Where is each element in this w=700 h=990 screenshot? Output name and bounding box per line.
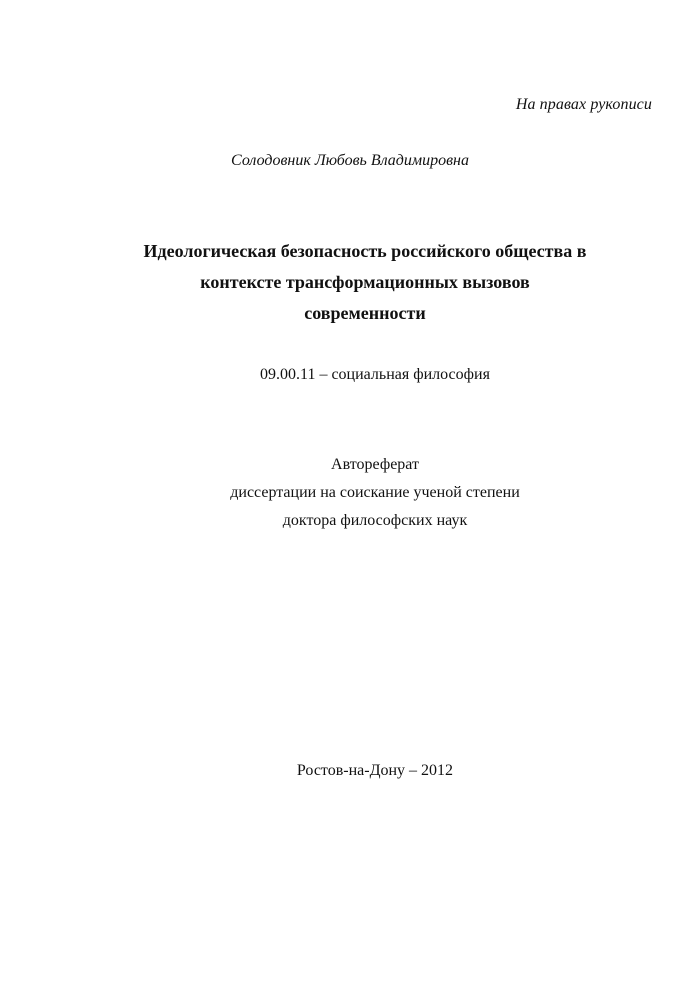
title-line: Идеологическая безопасность российского общества в — [143, 241, 587, 261]
dissertation-title — [100, 236, 630, 329]
abstract-description — [0, 451, 700, 535]
abstract-line: доктора философских наук — [282, 512, 468, 529]
specialty-code: 09.00.11 – социальная философия — [260, 366, 490, 383]
abstract-line: диссертации на соискание ученой степени — [230, 484, 520, 501]
place-and-year: Ростов-на-Дону – 2012 — [296, 762, 454, 779]
title-line: современности — [304, 303, 426, 323]
author-name: Солодовник Любовь Владимировна — [231, 152, 469, 169]
abstract-line: Автореферат — [331, 456, 419, 473]
title-line: контексте трансформационных вызовов — [200, 272, 530, 292]
rights-note: На правах рукописи — [515, 96, 652, 113]
